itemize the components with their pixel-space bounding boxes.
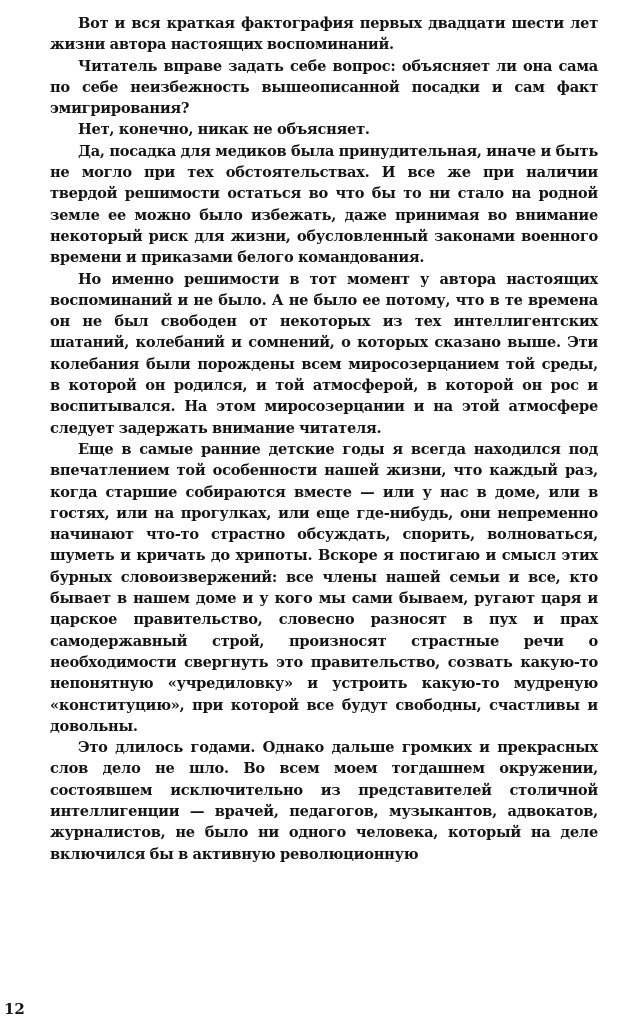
- paragraph-3: Нет, конечно, никак не объясняет.: [78, 121, 370, 139]
- page-number: 12: [4, 1000, 25, 1018]
- paragraph-1: Вот и вся краткая фактография первых двадцати шести лет жизни автора настоящих воспоминаний.: [50, 15, 598, 54]
- paragraph-6: Еще в самые ранние детские годы я всегда находился под впечатлением той особенности нашей жизни, что каждый раз, когда старшие собираются вместе — или у нас в доме, или в гостях, или на прогулках, или еще где-нибудь, они непременно начинают что-то страстно обсуждать, спорить, волноваться, шуметь и кричать до хрипоты. Вскоре я постигаю и смысл этих бурных словоизвержений: все члены нашей семьи и все, кто бывает в нашем доме и у кого мы сами бываем, ругают царя и царское правительство, словесно разносят в пух и прах самодержавный строй, произносят страстные речи о необходимости свергнуть это правительство, созвать какую-то непонятную «учредиловку» и устроить какую-то мудреную «конституцию», при которой все будут свободны, счастливы и довольны.: [50, 440, 598, 735]
- paragraph-2: Читатель вправе задать себе вопрос: объясняет ли она сама по себе неизбежность вышеописанной посадки и сам факт эмигрирования?: [50, 57, 598, 118]
- paragraph-7: Это длилось годами. Однако дальше громких и прекрасных слов дело не шло. Во всем моем тогдашнем окружении, состоявшем исключительно из представителей столичной интеллигенции — врачей, педагогов, музыкантов, адвокатов, журналистов, не было ни одного человека, который на деле включился бы в активную революционную: [50, 739, 598, 863]
- paragraph-4: Да, посадка для медиков была принудительная, иначе и быть не могло при тех обстоятельствах. И все же при наличии твердой решимости остаться во что бы то ни стало на родной земле ее можно было избежать, даже принимая во внимание некоторый риск для жизни, обусловленный законами военного времени и приказами белого командования.: [50, 142, 598, 267]
- page-text: [50, 13, 598, 865]
- paragraph-5: Но именно решимости в тот момент у автора настоящих воспоминаний и не было. А не было ее потому, что в те времена он не был свободен от некоторых из тех интеллигентских шатаний, колебаний и сомнений, о которых сказано выше. Эти колебания были порождены всем миросозерцанием той среды, в которой он родился, и той атмосферой, в которой он рос и воспитывался. На этом миросозерцании и на этой атмосфере следует задержать внимание читателя.: [50, 270, 598, 437]
